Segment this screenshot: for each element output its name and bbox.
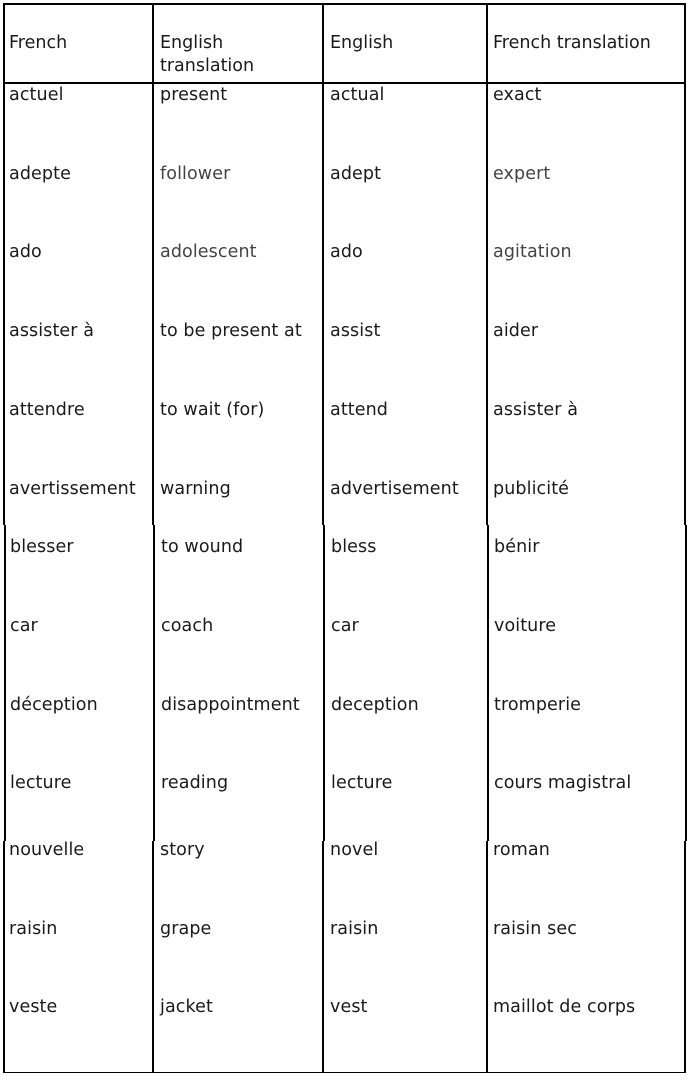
- table-cell: novel: [330, 840, 379, 860]
- table-cell: follower: [160, 164, 231, 184]
- table-cell: car: [331, 616, 359, 636]
- table-cell: avertissement: [9, 479, 136, 499]
- table-cell: grape: [160, 919, 212, 939]
- table-cell: ado: [9, 242, 42, 262]
- col-border: [322, 3, 324, 525]
- col-border: [3, 841, 5, 1073]
- table-cell: veste: [9, 997, 58, 1017]
- table-bottom-border: [3, 1072, 685, 1074]
- table-cell: lecture: [10, 773, 72, 793]
- col-border: [486, 841, 488, 1073]
- table-cell: vest: [330, 997, 368, 1017]
- table-cell: actual: [330, 85, 385, 105]
- table-cell: ado: [330, 242, 363, 262]
- table-cell: adepte: [9, 164, 71, 184]
- table-cell: attendre: [9, 400, 85, 420]
- col-border: [684, 3, 686, 525]
- table-cell: voiture: [494, 616, 557, 636]
- table-cell: bénir: [494, 537, 540, 557]
- table-cell: tromperie: [494, 695, 582, 715]
- col-border: [153, 525, 155, 841]
- col-border: [152, 3, 154, 525]
- table-cell: raisin sec: [493, 919, 577, 939]
- table-cell: aider: [493, 321, 539, 341]
- table-segment-1: [3, 3, 685, 525]
- table-segment-3: [3, 841, 685, 1073]
- col-border: [685, 525, 687, 841]
- col-border: [323, 525, 325, 841]
- col-border: [486, 3, 488, 525]
- table-cell: déception: [10, 695, 98, 715]
- table-cell: cours magistral: [494, 773, 632, 793]
- table-cell: bless: [331, 537, 377, 557]
- table-cell: lecture: [331, 773, 393, 793]
- table-cell: reading: [161, 773, 229, 793]
- table-cell: agitation: [493, 242, 572, 262]
- table-cell: attend: [330, 400, 389, 420]
- table-cell: assist: [330, 321, 381, 341]
- table-cell: blesser: [10, 537, 74, 557]
- table-top-border: [3, 3, 685, 5]
- header-english-translation: [160, 30, 254, 79]
- table-cell: coach: [161, 616, 214, 636]
- table-cell: expert: [493, 164, 551, 184]
- table-cell: jacket: [160, 997, 213, 1017]
- col-border: [152, 841, 154, 1073]
- table-cell: roman: [493, 840, 550, 860]
- table-cell: to wait (for): [160, 400, 265, 420]
- table-cell: adept: [330, 164, 382, 184]
- header-line: translation: [160, 56, 255, 76]
- col-border: [487, 525, 489, 841]
- header-french: French: [9, 33, 68, 53]
- table-cell: raisin: [330, 919, 379, 939]
- table-segment-2: [4, 525, 686, 841]
- table-cell: adolescent: [160, 242, 257, 262]
- col-border: [4, 525, 6, 841]
- table-cell: to wound: [161, 537, 244, 557]
- header-english: English: [330, 33, 394, 53]
- table-cell: assister à: [9, 321, 95, 341]
- table-cell: actuel: [9, 85, 64, 105]
- table-cell: maillot de corps: [493, 997, 636, 1017]
- col-border: [684, 841, 686, 1073]
- table-cell: car: [10, 616, 38, 636]
- table-cell: present: [160, 85, 228, 105]
- table-cell: publicité: [493, 479, 570, 499]
- table-cell: exact: [493, 85, 542, 105]
- header-french-translation: French translation: [493, 33, 651, 53]
- table-cell: to be present at: [160, 321, 302, 341]
- col-border: [322, 841, 324, 1073]
- table-cell: deception: [331, 695, 419, 715]
- table-cell: assister à: [493, 400, 579, 420]
- table-cell: story: [160, 840, 205, 860]
- table-cell: warning: [160, 479, 231, 499]
- table-cell: advertisement: [330, 479, 459, 499]
- col-border: [3, 3, 5, 525]
- table-cell: nouvelle: [9, 840, 85, 860]
- header-line: English: [160, 33, 224, 53]
- table-cell: raisin: [9, 919, 58, 939]
- table-cell: disappointment: [161, 695, 300, 715]
